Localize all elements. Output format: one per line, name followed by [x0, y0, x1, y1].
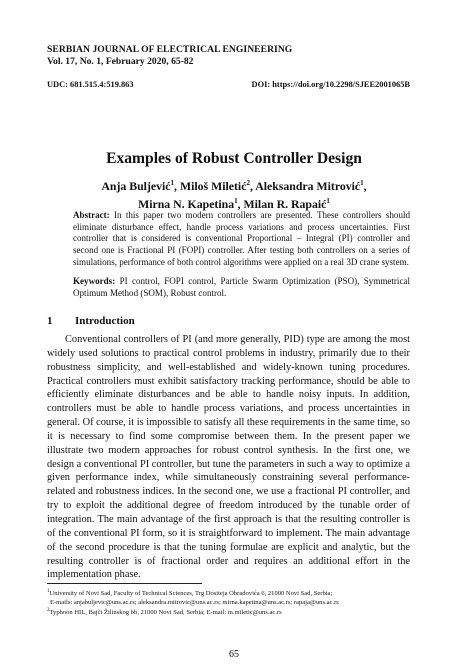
- author-list: [0, 176, 468, 212]
- author-affiliation-mark: 1: [326, 196, 330, 205]
- keywords-text: PI control, FOPI control, Particle Swarm Optimization (PSO), Symmetrical Optimum Method (SOM), Robust control.: [73, 276, 410, 298]
- author-separator: ,: [363, 178, 367, 193]
- section-number: 1: [47, 315, 53, 327]
- abstract-text: In this paper two modern controllers are presented. These controllers should eliminate disturbance effect, handle process variations and process uncertainties. First controller that is considered is conventional Proportional – Integral (PI) controller and second one is Fractional PI (FOPI) controller. After testing both controllers on a series of simulations, performance of both control algorithms were applied on a real 3D crane system.: [73, 210, 411, 267]
- footnote-text: University of Novi Sad, Faculty of Technical Sciences, Trg Dositeja Obradovića 6, 21000 Novi Sad, Serbia;: [49, 590, 333, 598]
- author-name: Mirna N. Kapetina: [138, 196, 235, 211]
- author-name: Milan R. Rapaić: [243, 196, 327, 211]
- footnote-mark: 2: [47, 607, 50, 613]
- section-heading: [47, 315, 135, 327]
- author-separator: ,: [237, 196, 244, 211]
- author-affiliation-mark: 1: [360, 179, 364, 187]
- keywords-label: Keywords:: [73, 276, 116, 286]
- udc-code: UDC: 681.515.4:519.863: [47, 80, 134, 89]
- abstract-label: Abstract:: [73, 210, 110, 220]
- keywords: [73, 276, 410, 299]
- author-separator: ,: [174, 178, 180, 193]
- journal-name: SERBIAN JOURNAL OF ELECTRICAL ENGINEERING: [47, 44, 293, 55]
- footnote-mark: 1: [47, 589, 50, 594]
- author-affiliation-mark: 1: [170, 179, 175, 187]
- author-affiliation-mark: 2: [246, 179, 250, 187]
- footnote-1-line-1: [47, 588, 417, 599]
- author-name: Miloš Miletić: [179, 178, 247, 193]
- footnote-2-line-1: [47, 607, 417, 618]
- footnote-divider: [47, 583, 202, 584]
- journal-volume: Vol. 17, No. 1, February 2020, 65-82: [47, 56, 194, 67]
- footnote-emails: E-mails: anjabuljevic@uns.ac.rs; aleksandra.mitrovic@uns.ac.rs; mirna.kapetina@uns.ac.rs; rapaja@uns.ac.rs: [50, 598, 339, 606]
- paper-title: Examples of Robust Controller Design: [106, 150, 362, 167]
- author-name: Anja Buljević: [101, 178, 171, 193]
- author-affiliation-mark: 1: [234, 196, 238, 205]
- doi-link[interactable]: DOI: https://doi.org/10.2298/SJEE2001065B: [251, 80, 410, 89]
- footnotes: [47, 588, 417, 618]
- page-number: 65: [229, 649, 239, 660]
- author-name: Aleksandra Mitrović: [255, 178, 361, 193]
- footnote-text: Typhoon HIL, Bajči Žilinskog bb, 21000 Novi Sad, Serbia; E-mail: m.miletic@uns.ac.rs: [49, 609, 282, 617]
- body-paragraph: Conventional controllers of PI (and more generally, PID) type are among the most widely used solutions to practical control problems in industry, primarily due to their robustness simplicity, and well-established and widely-known tuning procedures. Practical controllers must exhibit satisfactory tracking performance, should be able to efficiently eliminate disturbances and be able to handle noisy inputs. In addition, controllers must be able to handle process variations, and process uncertainties in general. Of course, it is impossible to satisfy all these requirements in the same time, so it is necessary to find some compromise between them. In the present paper we illustrate two modern approaches for robust control synthesis. In the first one, we design a conventional PI controller, but tune the parameters in such a way to optimize a given performance index, while simultaneously constraining several performance-related and robustness indices. In the second one, we use a fractional PI controller, and try to exploit the additional degree of freedom introduced by the tunable order of integration. The main advantage of the first approach is that the resulting controller is of the conventional PI form, so it is straightforward to implement. The main advantage of the second procedure is that the tuning formulae are explicit and analytic, but the resulting controller is of fractional order and requires an additional effort in the implementation phase.: [47, 334, 410, 581]
- footnote-1-line-2: [47, 599, 417, 607]
- section-title: Introduction: [75, 315, 135, 327]
- author-line-1: [0, 176, 468, 194]
- author-separator: ,: [249, 178, 256, 193]
- abstract: [73, 210, 410, 269]
